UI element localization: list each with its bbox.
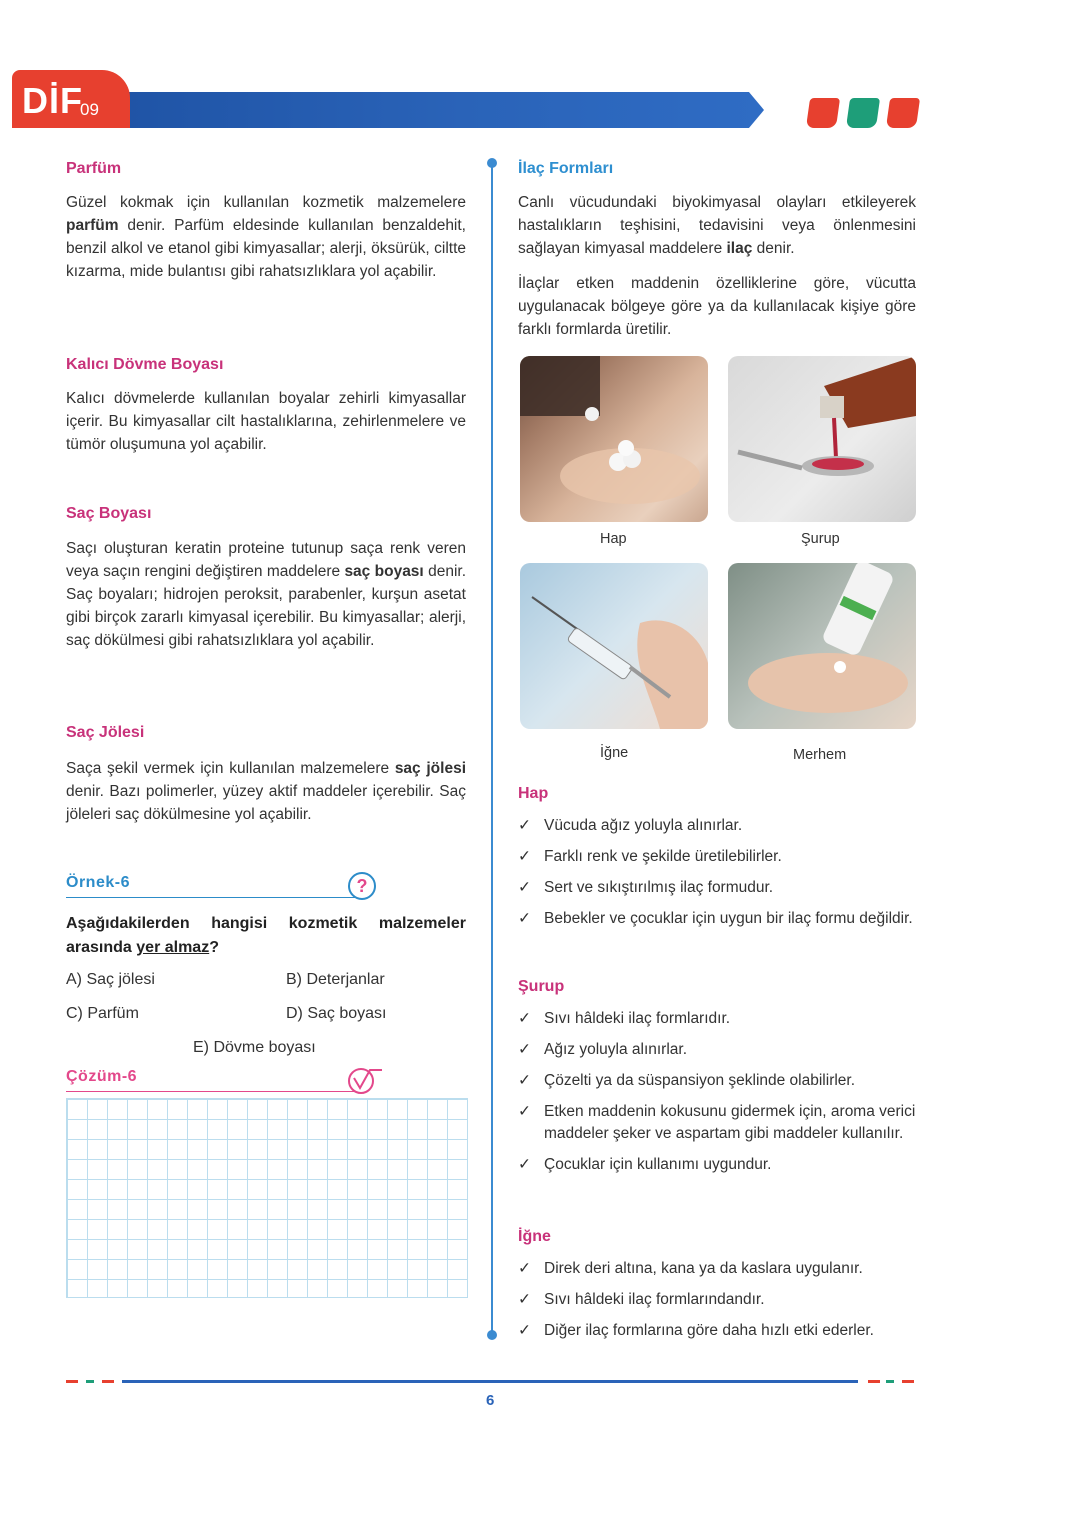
check-icon: ✓ <box>518 1072 531 1089</box>
merhem-photo <box>728 563 916 729</box>
igne-title: İğne <box>518 1228 551 1245</box>
page-number: 6 <box>486 1392 495 1409</box>
caption-surup: Şurup <box>801 531 840 547</box>
list-item: ✓ Sert ve sıkıştırılmış ilaç formudur. <box>518 877 916 899</box>
parfum-title: Parfüm <box>66 160 122 177</box>
ilac-text-2: İlaçlar etken maddenin özelliklerine göre, vücutta uygulanacak bölgeye göre ya da kullanılacak kişiye göre farklı formlarda üretilir. <box>518 275 916 338</box>
sac-jolesi-title: Saç Jölesi <box>66 724 145 741</box>
check-icon: ✓ <box>518 1041 531 1058</box>
syrup-spoon-illustration <box>728 356 916 522</box>
footer-line <box>122 1380 858 1383</box>
hap-list <box>518 815 916 939</box>
list-item: ✓ Sıvı hâldeki ilaç formlarıdır. <box>518 1008 916 1030</box>
check-icon: ✓ <box>518 1291 531 1308</box>
list-item: ✓ Direk deri altına, kana ya da kaslara uygulanır. <box>518 1258 916 1280</box>
check-icon: ✓ <box>518 1156 531 1173</box>
ornek-underline <box>66 897 356 898</box>
check-icon: ✓ <box>518 848 531 865</box>
check-icon: ✓ <box>518 817 531 834</box>
syringe-illustration <box>520 563 708 729</box>
option-d: D) Saç boyası <box>286 1005 387 1022</box>
footer-dash <box>868 1380 880 1383</box>
cozum-label: Çözüm-6 <box>66 1068 138 1085</box>
check-icon: ✓ <box>518 1322 531 1339</box>
ornek-question: Aşağıdakilerden hangisi kozmetik malzemeler arasında yer almaz? <box>66 915 466 956</box>
surup-photo <box>728 356 916 522</box>
check-icon: ✓ <box>518 1010 531 1027</box>
igne-list <box>518 1258 916 1351</box>
list-item: ✓ Ağız yoluyla alınırlar. <box>518 1039 916 1061</box>
footer-dash <box>902 1380 914 1383</box>
check-icon: ✓ <box>518 1103 531 1120</box>
ornek-label: Örnek-6 <box>66 874 130 891</box>
caption-hap: Hap <box>600 531 627 547</box>
igne-photo <box>520 563 708 729</box>
parfum-text: Güzel kokmak için kullanılan kozmetik malzemelere parfüm denir. Parfüm eldesinde kullanılan benzaldehit, benzil alkol ve etanol gibi kimyasallar; alerji, öksürük, ciltte kızarma, mide bulantısı gibi rahatsızlıklara yol açabilir. <box>66 194 466 280</box>
option-e: E) Dövme boyası <box>193 1039 316 1056</box>
check-icon: ✓ <box>518 910 531 927</box>
svg-text:?: ? <box>356 876 368 896</box>
divider-dot-top <box>487 158 497 168</box>
header-tab-red-2 <box>886 98 920 128</box>
ilac-text-1: Canlı vücudundaki biyokimyasal olayları etkileyerek hastalıkların teşhisini, tedavisini veya önlenmesini sağlayan kimyasal maddelere ilaç denir. <box>518 194 916 257</box>
pills-illustration <box>520 356 708 522</box>
footer-dash <box>66 1380 78 1383</box>
option-a: A) Saç jölesi <box>66 971 155 988</box>
ilac-title: İlaç Formları <box>518 160 614 177</box>
sac-jolesi-text: Saça şekil vermek için kullanılan malzemelere saç jölesi denir. Bazı polimerler, yüzey aktif maddeler içerebilir. Saç jöleleri saç dökülmesine yol açabilir. <box>66 760 466 823</box>
column-divider <box>491 165 493 1335</box>
ointment-illustration <box>728 563 916 729</box>
hap-title: Hap <box>518 785 549 802</box>
option-c: C) Parfüm <box>66 1005 139 1022</box>
list-item: ✓ Farklı renk ve şekilde üretilebilirler. <box>518 846 916 868</box>
list-item: ✓ Bebekler ve çocuklar için uygun bir ilaç formu değildir. <box>518 908 916 930</box>
divider-dot-bottom <box>487 1330 497 1340</box>
list-item: ✓ Diğer ilaç formlarına göre daha hızlı etki ederler. <box>518 1320 916 1342</box>
surup-title: Şurup <box>518 978 565 995</box>
list-item: ✓ Etken maddenin kokusunu gidermek için, aroma verici maddeler şeker ve aspartam gibi maddeler kullanılır. <box>518 1103 916 1142</box>
logo-text: DİF <box>22 80 83 121</box>
footer-dash <box>102 1380 114 1383</box>
caption-igne: İğne <box>600 745 629 761</box>
check-icon: ✓ <box>518 879 531 896</box>
option-b: B) Deterjanlar <box>286 971 385 988</box>
header-tab-red <box>806 98 840 128</box>
dovme-text: Kalıcı dövmelerde kullanılan boyalar zehirli kimyasallar içerir. Bu kimyasallar cilt hastalıklarına, zehirlenmelere ve tümör oluşumuna yol açabilir. <box>66 390 466 453</box>
checkmark-circle-icon <box>346 1064 386 1096</box>
footer-dash <box>86 1380 94 1383</box>
cozum-underline <box>66 1091 356 1092</box>
sac-boyasi-title: Saç Boyası <box>66 505 152 522</box>
logo-number: 09 <box>80 100 99 119</box>
footer-dash <box>886 1380 894 1383</box>
list-item: ✓ Sıvı hâldeki ilaç formlarındandır. <box>518 1289 916 1311</box>
list-item: ✓ Çözelti ya da süspansiyon şeklinde olabilirler. <box>518 1070 916 1092</box>
list-item: ✓ Vücuda ağız yoluyla alınırlar. <box>518 815 916 837</box>
check-icon: ✓ <box>518 1260 531 1277</box>
header-tab-green <box>846 98 880 128</box>
question-icon <box>346 870 378 902</box>
solution-grid <box>66 1098 468 1298</box>
dovme-title: Kalıcı Dövme Boyası <box>66 356 224 373</box>
sac-boyasi-text: Saçı oluşturan keratin proteine tutunup saça renk veren veya saçın rengini değiştiren maddelere saç boyası denir. Saç boyaları; hidrojen peroksit, parabenler, kurşun asetat gibi birçok zararlı kimyasal içerebilir. Bu kimyasallar; alerji, saç dökülmesi gibi rahatsızlıklara yol açabilir. <box>66 540 467 649</box>
surup-list <box>518 1008 916 1185</box>
caption-merhem: Merhem <box>793 747 847 763</box>
list-item: ✓ Çocuklar için kullanımı uygundur. <box>518 1154 916 1176</box>
hap-photo <box>520 356 708 522</box>
